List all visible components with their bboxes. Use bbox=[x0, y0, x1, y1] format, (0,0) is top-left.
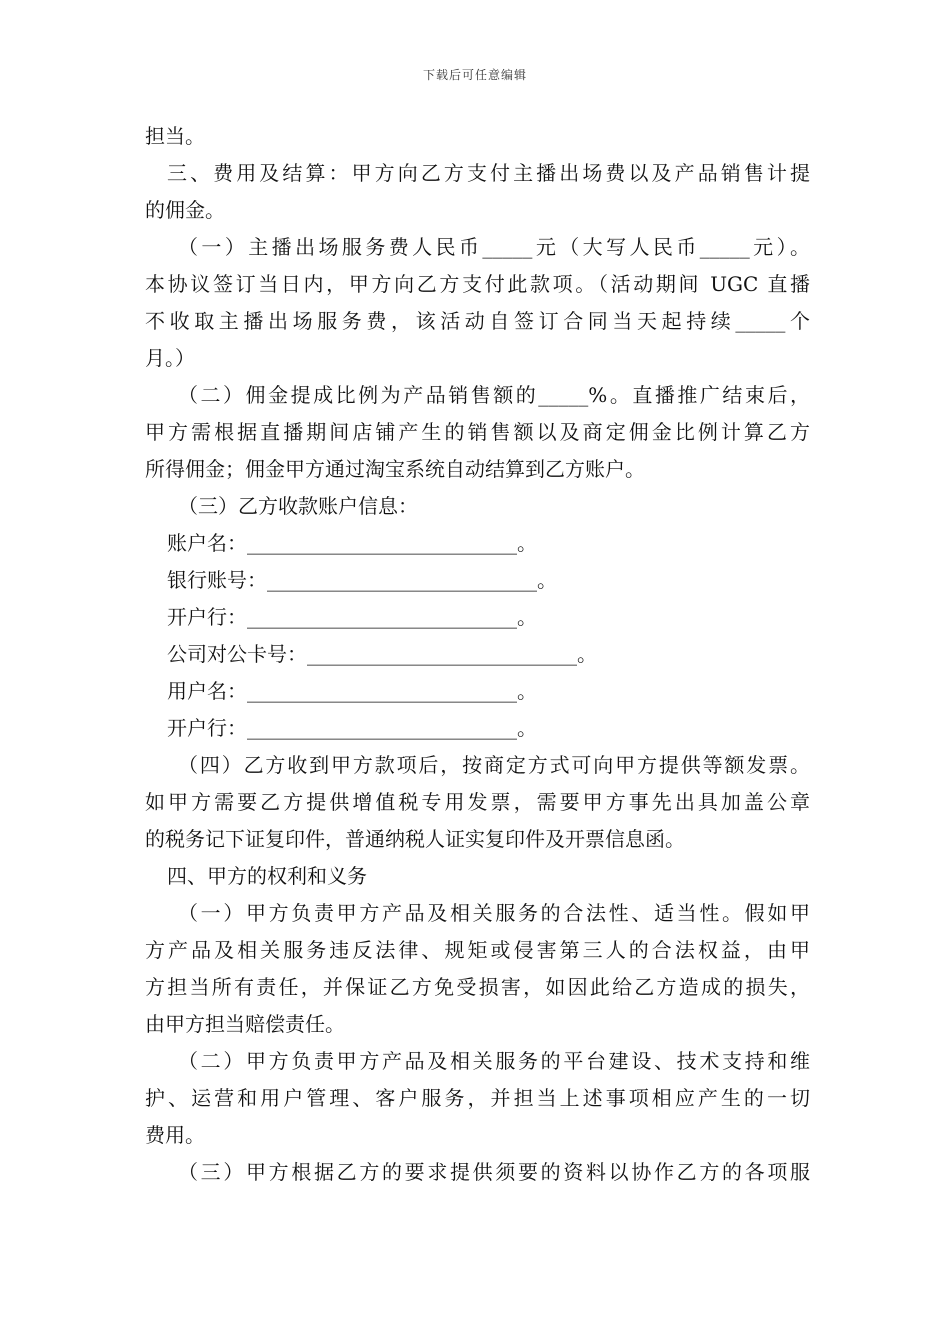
clause-line: （一）甲方负责甲方产品及相关服务的合法性、适当性。假如甲 bbox=[178, 901, 810, 925]
bank-account-field: 银行账号：___________________________。 bbox=[167, 568, 557, 592]
user-name-field: 用户名：___________________________。 bbox=[167, 679, 537, 703]
paragraph-line: 方产品及相关服务违反法律、规矩或侵害第三人的合法权益，由甲 bbox=[145, 938, 810, 962]
opening-bank-field: 开户行：___________________________。 bbox=[167, 605, 537, 629]
paragraph-line: 担当。 bbox=[145, 124, 205, 148]
paragraph-line: 不收取主播出场服务费，该活动自签订合同当天起持续_____个 bbox=[145, 309, 810, 333]
paragraph-line: 方担当所有责任，并保证乙方免受损害，如因此给乙方造成的损失， bbox=[145, 975, 810, 999]
clause-line: （二）佣金提成比例为产品销售额的_____%。直播推广结束后， bbox=[178, 383, 810, 407]
paragraph-line: 甲方需根据直播期间店铺产生的销售额以及商定佣金比例计算乙方 bbox=[145, 420, 810, 444]
paragraph-line: 费用。 bbox=[145, 1123, 205, 1147]
paragraph-line: 月。） bbox=[145, 346, 195, 370]
opening-bank-field: 开户行：___________________________。 bbox=[167, 716, 537, 740]
section-heading-rights: 四、甲方的权利和义务 bbox=[167, 864, 367, 888]
clause-line: （四）乙方收到甲方款项后，按商定方式可向甲方提供等额发票。 bbox=[178, 753, 810, 777]
paragraph-line: 护、运营和用户管理、客户服务，并担当上述事项相应产生的一切 bbox=[145, 1086, 810, 1110]
paragraph-line: 的税务记下证复印件，普通纳税人证实复印件及开票信息函。 bbox=[145, 827, 685, 851]
paragraph-line: 由甲方担当赔偿责任。 bbox=[145, 1012, 345, 1036]
clause-line: （二）甲方负责甲方产品及相关服务的平台建设、技术支持和维 bbox=[178, 1049, 810, 1073]
page-header: 下载后可任意编辑 bbox=[422, 68, 527, 82]
clause-line: （三）乙方收款账户信息： bbox=[178, 494, 418, 518]
clause-line: （一）主播出场服务费人民币_____元（大写人民币_____元）。 bbox=[178, 235, 810, 259]
corporate-card-field: 公司对公卡号：___________________________。 bbox=[167, 642, 597, 666]
paragraph-line: 本协议签订当日内，甲方向乙方支付此款项。（活动期间 UGC 直播 bbox=[145, 272, 810, 296]
account-name-field: 账户名：___________________________。 bbox=[167, 531, 537, 555]
clause-line: （三）甲方根据乙方的要求提供须要的资料以协作乙方的各项服 bbox=[178, 1160, 810, 1184]
paragraph-line: 的佣金。 bbox=[145, 198, 225, 222]
section-heading-fees: 三、费用及结算：甲方向乙方支付主播出场费以及产品销售计提 bbox=[167, 161, 810, 185]
paragraph-line: 如甲方需要乙方提供增值税专用发票，需要甲方事先出具加盖公章 bbox=[145, 790, 810, 814]
paragraph-line: 所得佣金；佣金甲方通过淘宝系统自动结算到乙方账户。 bbox=[145, 457, 645, 481]
document-body bbox=[145, 118, 810, 1191]
